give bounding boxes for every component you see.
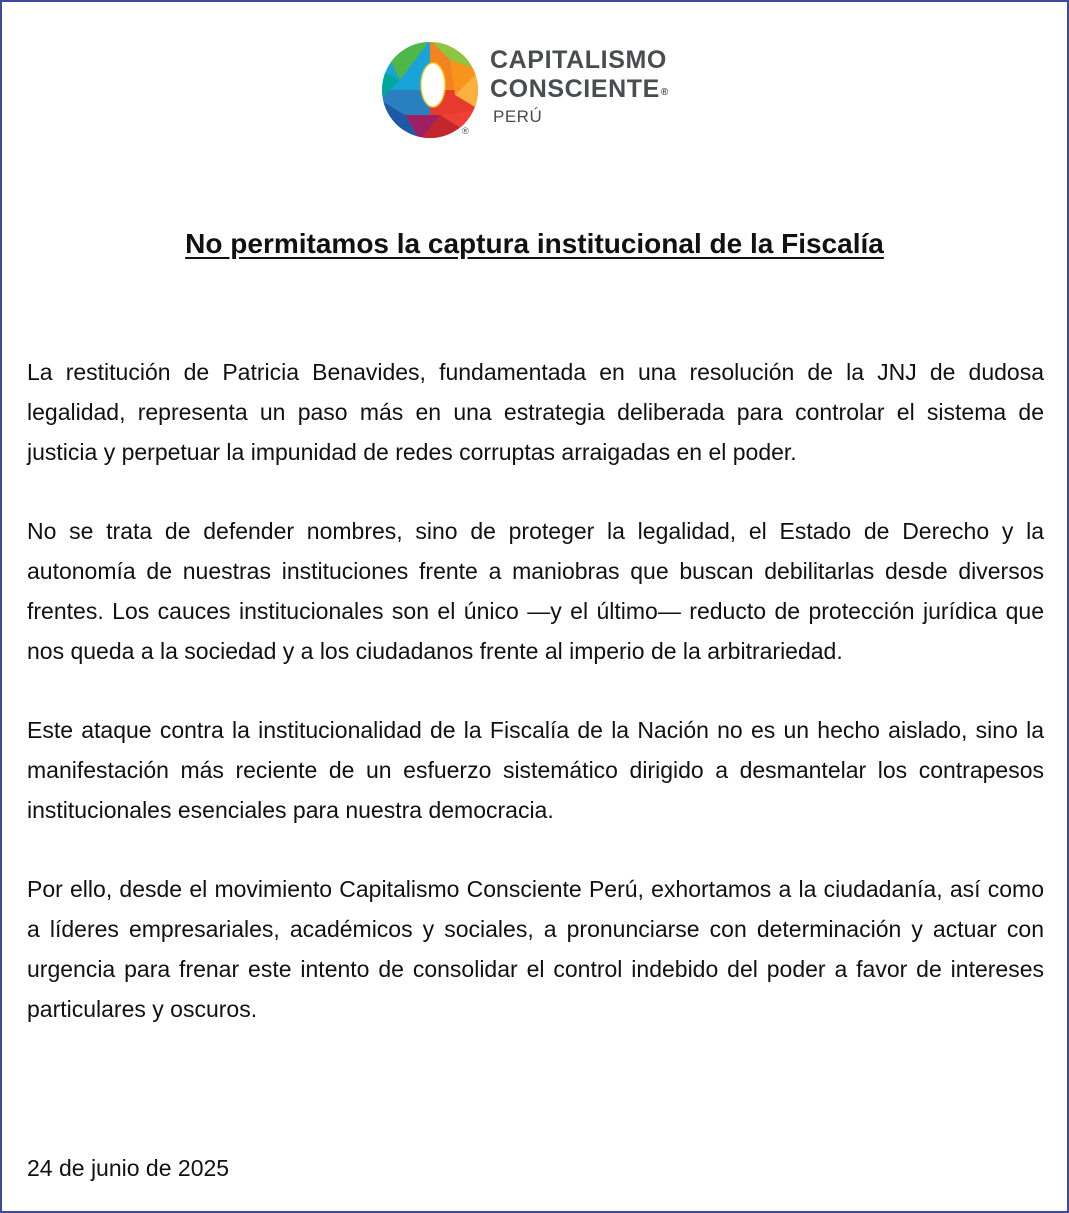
paragraph-2: No se trata de defender nombres, sino de proteger la legalidad, el Estado de Derecho y la autonomía de nuestras instituciones frente a maniobras que buscan debilitarlas desde diversos frentes. Los cauces institucionales son el único —y el último— reducto de protección jurídica que nos queda a la sociedad y a los ciudadanos frente al imperio de la arbitrariedad.: [27, 518, 1044, 664]
document-body: [27, 352, 1044, 1068]
page-title: No permitamos la captura institucional de la Fiscalía: [185, 228, 884, 259]
paragraph-1: La restitución de Patricia Benavides, fundamentada en una resolución de la JNJ de dudosa legalidad, representa un paso más en una estrategia deliberada para controlar el sistema de justicia y perpetuar la impunidad de redes corruptas arraigadas en el poder.: [27, 359, 1044, 465]
logo-line-peru: PERÚ: [493, 107, 543, 126]
logo-circle-icon: [380, 40, 480, 140]
document-date: 24 de junio de 2025: [27, 1155, 230, 1181]
capitalismo-consciente-logo: [380, 40, 669, 140]
registered-mark: ®: [462, 126, 469, 136]
logo-line-consciente-text: CONSCIENTE: [490, 75, 660, 103]
logo-line-consciente: [490, 75, 669, 104]
logo-wordmark: [490, 46, 669, 127]
logo-registered-symbol: ®: [660, 87, 669, 98]
logo-line-capitalismo: CAPITALISMO: [490, 46, 667, 74]
paragraph-3: Este ataque contra la institucionalidad de la Fiscalía de la Nación no es un hecho aislado, sino la manifestación más reciente de un esfuerzo sistemático dirigido a desmantelar los contrapesos institucionales esenciales para nuestra democracia.: [27, 717, 1044, 823]
paragraph-4: Por ello, desde el movimiento Capitalismo Consciente Perú, exhortamos a la ciudadanía, así como a líderes empresariales, académicos y sociales, a pronunciarse con determinación y actuar con urgencia para frenar este intento de consolidar el control indebido del poder a favor de intereses particulares y oscuros.: [27, 876, 1044, 1022]
